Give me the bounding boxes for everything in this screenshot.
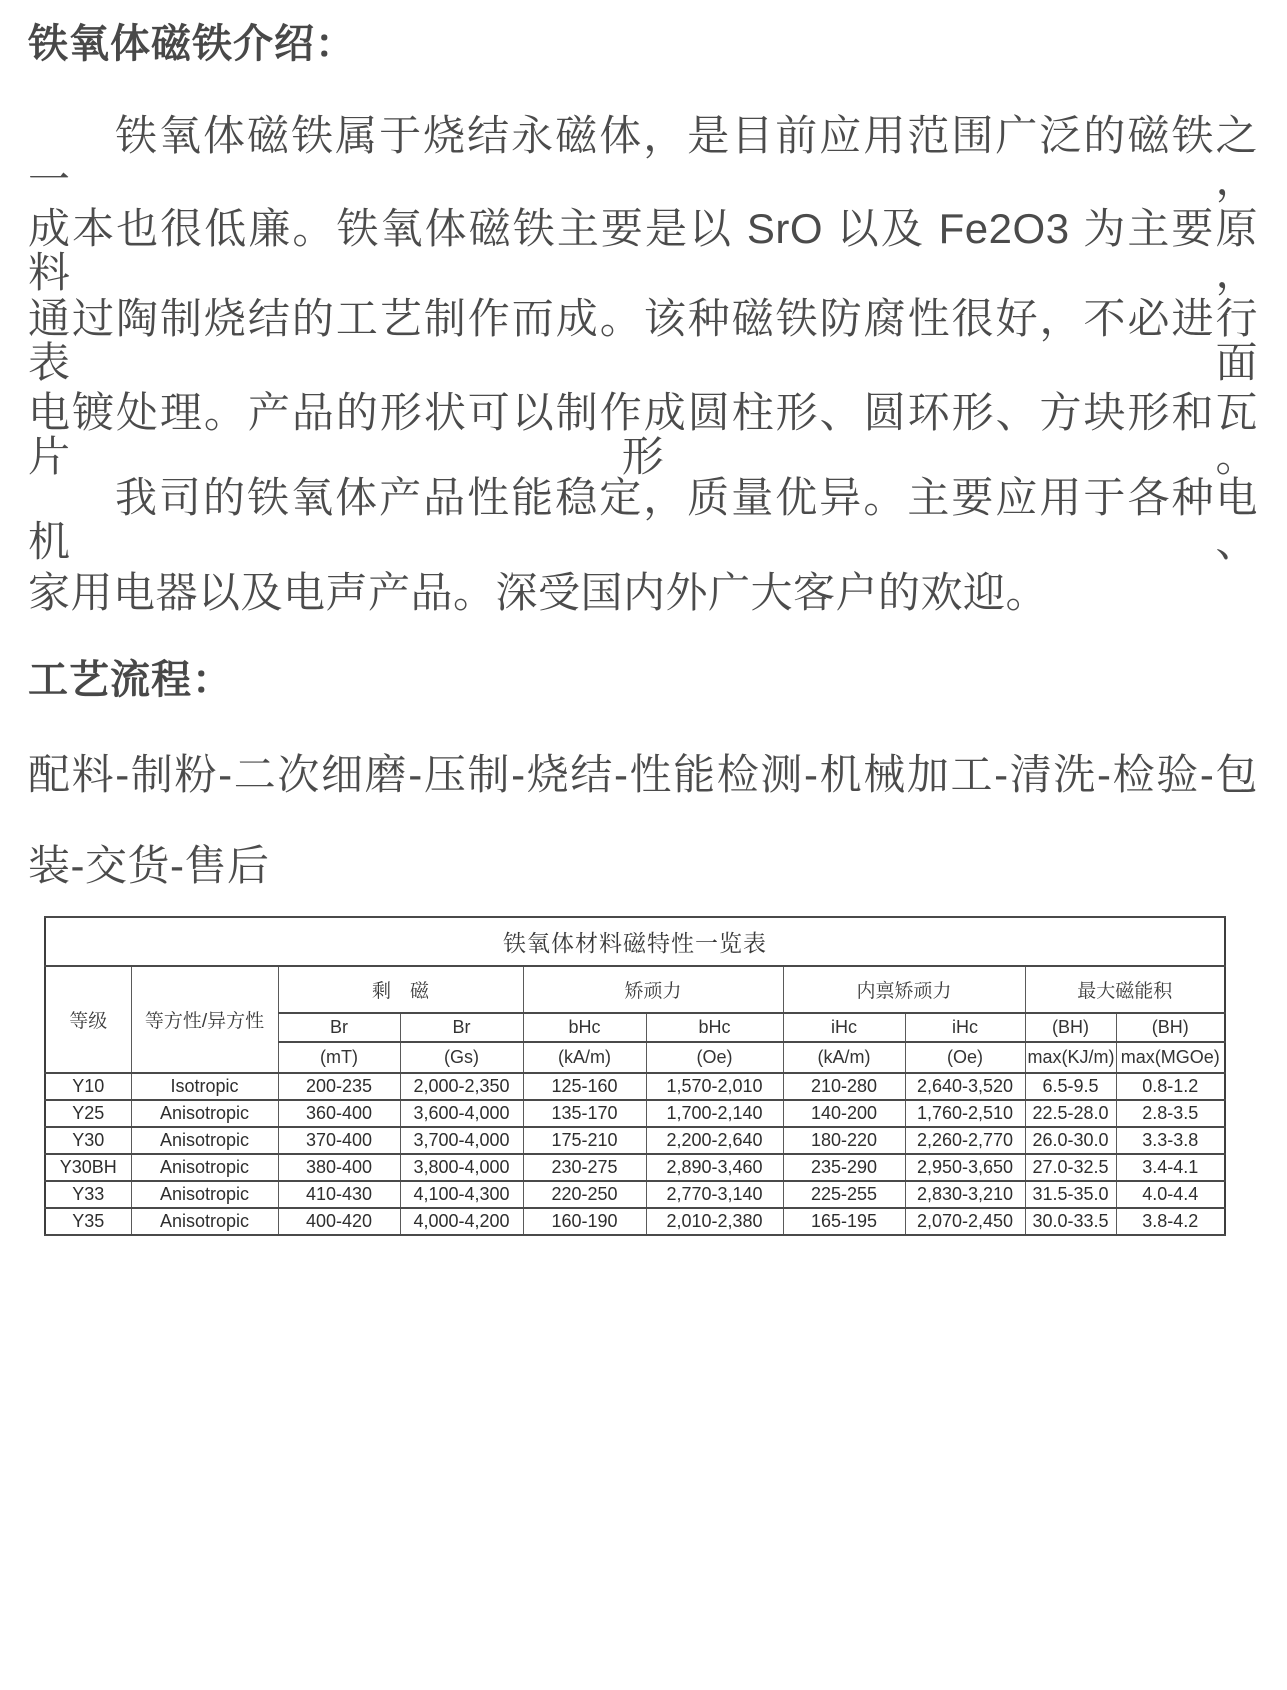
subheader-br-gs: Br (400, 1013, 523, 1042)
cell-br-mt: 400-420 (278, 1208, 400, 1235)
cell-bh-kjm: 6.5-9.5 (1025, 1073, 1116, 1100)
unit-ihc-oe: (Oe) (905, 1042, 1025, 1073)
table-row (45, 1127, 1225, 1154)
cell-bh-kjm: 26.0-30.0 (1025, 1127, 1116, 1154)
cell-br-mt: 410-430 (278, 1181, 400, 1208)
process-line-2: 装-交货-售后 (28, 842, 270, 889)
cell-ihc-oe: 2,070-2,450 (905, 1208, 1025, 1235)
unit-bh-mgoe: max(MGOe) (1116, 1042, 1225, 1073)
subheader-bh-kjm: (BH) (1025, 1013, 1116, 1042)
unit-br-mt: (mT) (278, 1042, 400, 1073)
cell-grade: Y30BH (45, 1154, 131, 1181)
cell-bh-mgoe: 0.8-1.2 (1116, 1073, 1225, 1100)
group-header-coercivity: 矫顽力 (523, 966, 783, 1013)
unit-bhc-oe: (Oe) (646, 1042, 783, 1073)
intro-line-3: 通过陶制烧结的工艺制作而成。该种磁铁防腐性很好，不必进行表面 (28, 295, 1258, 387)
cell-br-mt: 370-400 (278, 1127, 400, 1154)
cell-isotropy: Anisotropic (131, 1100, 278, 1127)
cell-br-mt: 200-235 (278, 1073, 400, 1100)
table-row (45, 1100, 1225, 1127)
cell-ihc-kam: 140-200 (783, 1100, 905, 1127)
table-row (45, 1073, 1225, 1100)
table-title-row (45, 917, 1225, 966)
cell-br-gs: 4,000-4,200 (400, 1208, 523, 1235)
cell-br-gs: 3,700-4,000 (400, 1127, 523, 1154)
cell-isotropy: Anisotropic (131, 1154, 278, 1181)
cell-ihc-kam: 225-255 (783, 1181, 905, 1208)
cell-bhc-oe: 1,570-2,010 (646, 1073, 783, 1100)
cell-grade: Y10 (45, 1073, 131, 1100)
cell-bhc-kam: 160-190 (523, 1208, 646, 1235)
spec-table (44, 916, 1226, 1236)
cell-ihc-oe: 2,950-3,650 (905, 1154, 1025, 1181)
process-line-1: 配料-制粉-二次细磨-压制-烧结-性能检测-机械加工-清洗-检验-包 (28, 751, 1258, 798)
cell-isotropy: Anisotropic (131, 1181, 278, 1208)
cell-bhc-oe: 2,890-3,460 (646, 1154, 783, 1181)
intro-line-4: 电镀处理。产品的形状可以制作成圆柱形、圆环形、方块形和瓦片形。 (28, 389, 1258, 481)
subheader-br-mt: Br (278, 1013, 400, 1042)
cell-grade: Y33 (45, 1181, 131, 1208)
cell-grade: Y35 (45, 1208, 131, 1235)
cell-ihc-oe: 2,260-2,770 (905, 1127, 1025, 1154)
process-heading: 工艺流程： (28, 658, 233, 702)
cell-br-gs: 4,100-4,300 (400, 1181, 523, 1208)
unit-ihc-kam: (kA/m) (783, 1042, 905, 1073)
cell-bhc-oe: 2,010-2,380 (646, 1208, 783, 1235)
table-row (45, 1208, 1225, 1235)
subheader-bhc-kam: bHc (523, 1013, 646, 1042)
unit-br-gs: (Gs) (400, 1042, 523, 1073)
cell-grade: Y30 (45, 1127, 131, 1154)
group-header-intrinsic-coercivity: 内禀矫顽力 (783, 966, 1025, 1013)
cell-ihc-kam: 180-220 (783, 1127, 905, 1154)
cell-ihc-kam: 165-195 (783, 1208, 905, 1235)
cell-bh-kjm: 22.5-28.0 (1025, 1100, 1116, 1127)
cell-bh-kjm: 30.0-33.5 (1025, 1208, 1116, 1235)
subheader-ihc-oe: iHc (905, 1013, 1025, 1042)
cell-bhc-kam: 220-250 (523, 1181, 646, 1208)
cell-bhc-oe: 1,700-2,140 (646, 1100, 783, 1127)
intro-line-2: 成本也很低廉。铁氧体磁铁主要是以 SrO 以及 Fe2O3 为主要原料， (28, 205, 1258, 297)
table-group-header-row (45, 966, 1225, 1013)
cell-isotropy: Isotropic (131, 1073, 278, 1100)
cell-bhc-kam: 175-210 (523, 1127, 646, 1154)
cell-ihc-oe: 2,830-3,210 (905, 1181, 1025, 1208)
cell-bhc-kam: 135-170 (523, 1100, 646, 1127)
cell-bh-kjm: 27.0-32.5 (1025, 1154, 1116, 1181)
table-title: 铁氧体材料磁特性一览表 (45, 917, 1225, 966)
unit-bh-kjm: max(KJ/m) (1025, 1042, 1116, 1073)
col-header-grade: 等级 (45, 966, 131, 1073)
cell-bhc-oe: 2,200-2,640 (646, 1127, 783, 1154)
intro-line-6: 家用电器以及电声产品。深受国内外广大客户的欢迎。 (28, 569, 1049, 616)
cell-isotropy: Anisotropic (131, 1208, 278, 1235)
cell-bhc-kam: 230-275 (523, 1154, 646, 1181)
intro-line-1: 铁氧体磁铁属于烧结永磁体，是目前应用范围广泛的磁铁之一， (28, 112, 1258, 204)
cell-bh-mgoe: 4.0-4.4 (1116, 1181, 1225, 1208)
table-row (45, 1181, 1225, 1208)
cell-br-mt: 380-400 (278, 1154, 400, 1181)
cell-bhc-oe: 2,770-3,140 (646, 1181, 783, 1208)
unit-bhc-kam: (kA/m) (523, 1042, 646, 1073)
cell-bh-kjm: 31.5-35.0 (1025, 1181, 1116, 1208)
cell-ihc-kam: 210-280 (783, 1073, 905, 1100)
group-header-remanence: 剩 磁 (278, 966, 523, 1013)
cell-ihc-kam: 235-290 (783, 1154, 905, 1181)
subheader-bhc-oe: bHc (646, 1013, 783, 1042)
intro-heading: 铁氧体磁铁介绍： (28, 22, 356, 66)
cell-ihc-oe: 2,640-3,520 (905, 1073, 1025, 1100)
intro-line-5: 我司的铁氧体产品性能稳定，质量优异。主要应用于各种电机、 (28, 474, 1258, 566)
cell-br-gs: 2,000-2,350 (400, 1073, 523, 1100)
cell-bh-mgoe: 3.3-3.8 (1116, 1127, 1225, 1154)
subheader-bh-mgoe: (BH) (1116, 1013, 1225, 1042)
cell-br-gs: 3,800-4,000 (400, 1154, 523, 1181)
cell-bh-mgoe: 2.8-3.5 (1116, 1100, 1225, 1127)
cell-br-gs: 3,600-4,000 (400, 1100, 523, 1127)
cell-bh-mgoe: 3.8-4.2 (1116, 1208, 1225, 1235)
table-row (45, 1154, 1225, 1181)
cell-bh-mgoe: 3.4-4.1 (1116, 1154, 1225, 1181)
col-header-isotropy: 等方性/异方性 (131, 966, 278, 1073)
cell-br-mt: 360-400 (278, 1100, 400, 1127)
cell-grade: Y25 (45, 1100, 131, 1127)
cell-bhc-kam: 125-160 (523, 1073, 646, 1100)
cell-isotropy: Anisotropic (131, 1127, 278, 1154)
group-header-max-energy-product: 最大磁能积 (1025, 966, 1225, 1013)
subheader-ihc-kam: iHc (783, 1013, 905, 1042)
cell-ihc-oe: 1,760-2,510 (905, 1100, 1025, 1127)
